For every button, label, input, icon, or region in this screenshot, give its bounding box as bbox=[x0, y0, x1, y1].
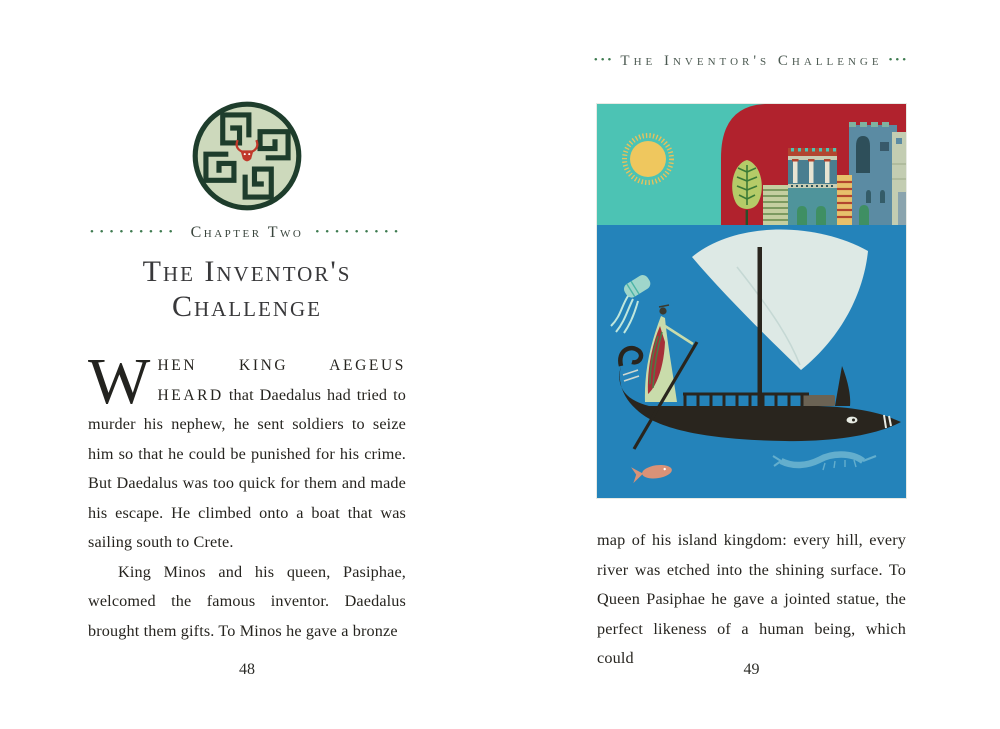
right-page bbox=[593, 0, 910, 729]
chapter-title-line2: Challenge bbox=[172, 290, 322, 323]
sage-building bbox=[892, 132, 906, 225]
dot-ornament-left: ••• bbox=[593, 54, 615, 66]
left-page bbox=[88, 0, 406, 729]
dot-ornament-left: ••••••••• bbox=[89, 225, 179, 238]
chapter-label: Chapter Two bbox=[190, 224, 304, 241]
labyrinth-medallion-icon bbox=[191, 100, 303, 212]
ship-illustration bbox=[597, 104, 906, 498]
page-number-left: 48 bbox=[239, 661, 255, 678]
green-striped-building bbox=[763, 185, 788, 225]
lead-small-caps: HEN KING AEGEUS HEARD bbox=[157, 357, 406, 404]
running-header-label: The Inventor's Challenge bbox=[620, 53, 883, 69]
paragraph-two: King Minos and his queen, Pasiphae, welcomed the famous inventor. Daedalus brought them gifts. To Minos he gave a bronze bbox=[88, 562, 406, 640]
yellow-tower bbox=[837, 175, 852, 225]
running-header bbox=[577, 53, 926, 70]
paragraph-continuation: map of his island kingdom: every hill, every river was etched into the shining surface. To Queen Pasiphae he gave a jointed statue, the perfect likeness of a human being, which could bbox=[597, 531, 906, 667]
blue-building bbox=[849, 122, 897, 225]
drop-cap: W bbox=[88, 345, 151, 418]
dot-ornament-right: ••••••••• bbox=[315, 225, 405, 238]
chapter-title-line1: The Inventor's bbox=[142, 255, 352, 288]
left-page-body bbox=[88, 345, 406, 646]
right-page-body bbox=[597, 526, 906, 674]
teal-temple bbox=[788, 148, 837, 225]
paragraph-one bbox=[88, 345, 406, 558]
chapter-heading bbox=[88, 224, 406, 242]
mast bbox=[758, 247, 763, 407]
paragraph-one-text: that Daedalus had tried to murder his nephew, he sent soldiers to seize him so that he could be punished for his crime. But Daedalus was too quick for them and made his escape. He climbed onto a boat that was sailing south to Crete. bbox=[88, 385, 406, 551]
chapter-title bbox=[88, 254, 406, 324]
deck-cabin bbox=[803, 395, 835, 406]
dot-ornament-right: ••• bbox=[888, 54, 910, 66]
page-number-right: 49 bbox=[743, 661, 760, 678]
prow-eye-icon bbox=[847, 417, 858, 424]
